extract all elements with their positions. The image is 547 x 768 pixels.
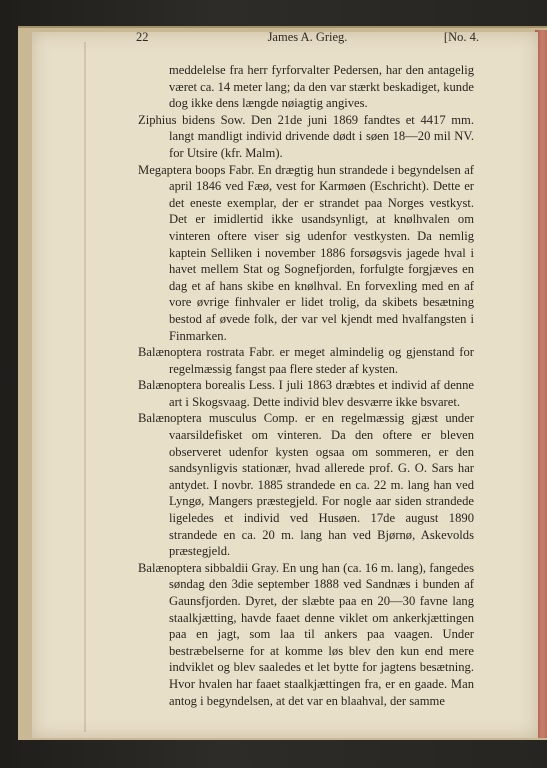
issue-number: [No. 4. bbox=[443, 30, 479, 44]
entry-megaptera-boops: Megaptera boops Fabr. En drægtig hun strandede i begyndelsen af april 1846 ved Fæø, vest for Karmøen (Eschricht). Dette er det eneste exemplar, der er strandet paa Norges vestkyst. Det er imidlertid ikke usandsynligt, at knølhvalen om vinteren oftere viser sig udenfor vestkysten. Da nemlig kaptein Selliken i november 1886 forsøgsvis jagede hval i havet mellem Stat og Sognefjorden, forfulgte forgjæves en dag et af hans skibe en knølhval. En forvexling med en af vore øvrige finhvaler er lidet trolig, da skibets besætning bestod af øvede folk, der var vel kjendt med hvalfangsten i Finmarken. bbox=[138, 162, 474, 343]
page-body bbox=[138, 62, 474, 709]
running-author: James A. Grieg. bbox=[267, 30, 348, 44]
entry-balaenoptera-borealis: Balænoptera borealis Less. I juli 1863 dræbtes et individ af denne art i Skogsvaag. Dette individ blev desværre ikke bsvaret. bbox=[138, 378, 474, 409]
entry-ziphius-bidens: Ziphius bidens Sow. Den 21de juni 1869 fandtes et 4417 mm. langt mandligt individ drivende dødt i søen 18—20 mil NV. for Utsire (kfr. Malm). bbox=[138, 112, 474, 160]
entry-continuation: meddelelse fra herr fyrforvalter Pedersen, har den antagelig været ca. 14 meter lang; da den var stærkt beskadiget, kunde dog ikke dens længde nøiagtig angives. bbox=[169, 63, 474, 111]
entry-balaenoptera-rostrata: Balænoptera rostrata Fabr. er meget almindelig og gjenstand for regelmæssig fangst paa flere steder af kysten. bbox=[138, 345, 474, 376]
page-number: 22 bbox=[136, 30, 149, 44]
entry-balaenoptera-sibbaldii: Balænoptera sibbaldii Gray. En ung han (ca. 16 m. lang), fangedes søndag den 3die september 1888 ved Sandnæs i bunden af Gaunsfjorden. Dyret, der slæbte paa en 20—30 favne lang staalkjætting, havde faaet denne viklet om ankerkjættingen paa en jagt, som laa til ankers paa vaagen. Under bestræbelserne for at komme løs blev den kun end mere indviklet og blev saaledes et let bytte for jagtens besætning. Hvor hvalen har faaet staalkjættingen fra, er en gaade. Man antog i begyndelsen, at det var en blaahval, der samme bbox=[138, 560, 474, 708]
page-gutter-shadow bbox=[84, 42, 86, 732]
entry-balaenoptera-musculus: Balænoptera musculus Comp. er en regelmæssig gjæst under vaarsildefisket om vinteren. Da den oftere er bleven observeret udenfor kysten ogsaa om sommeren, er den sandsynligvis stationær, hvad allerede prof. G. O. Sars har antydet. I novbr. 1885 strandede en ca. 22 m. lang han ved Lyngø, Mangers præstegjeld. For nogle aar siden strandede ligeledes et individ ved Husøen. 17de august 1890 strandede en ca. 20 m. lang han ved Bjørnø, Askevolds præstegjeld. bbox=[138, 411, 474, 559]
running-header bbox=[136, 30, 479, 48]
